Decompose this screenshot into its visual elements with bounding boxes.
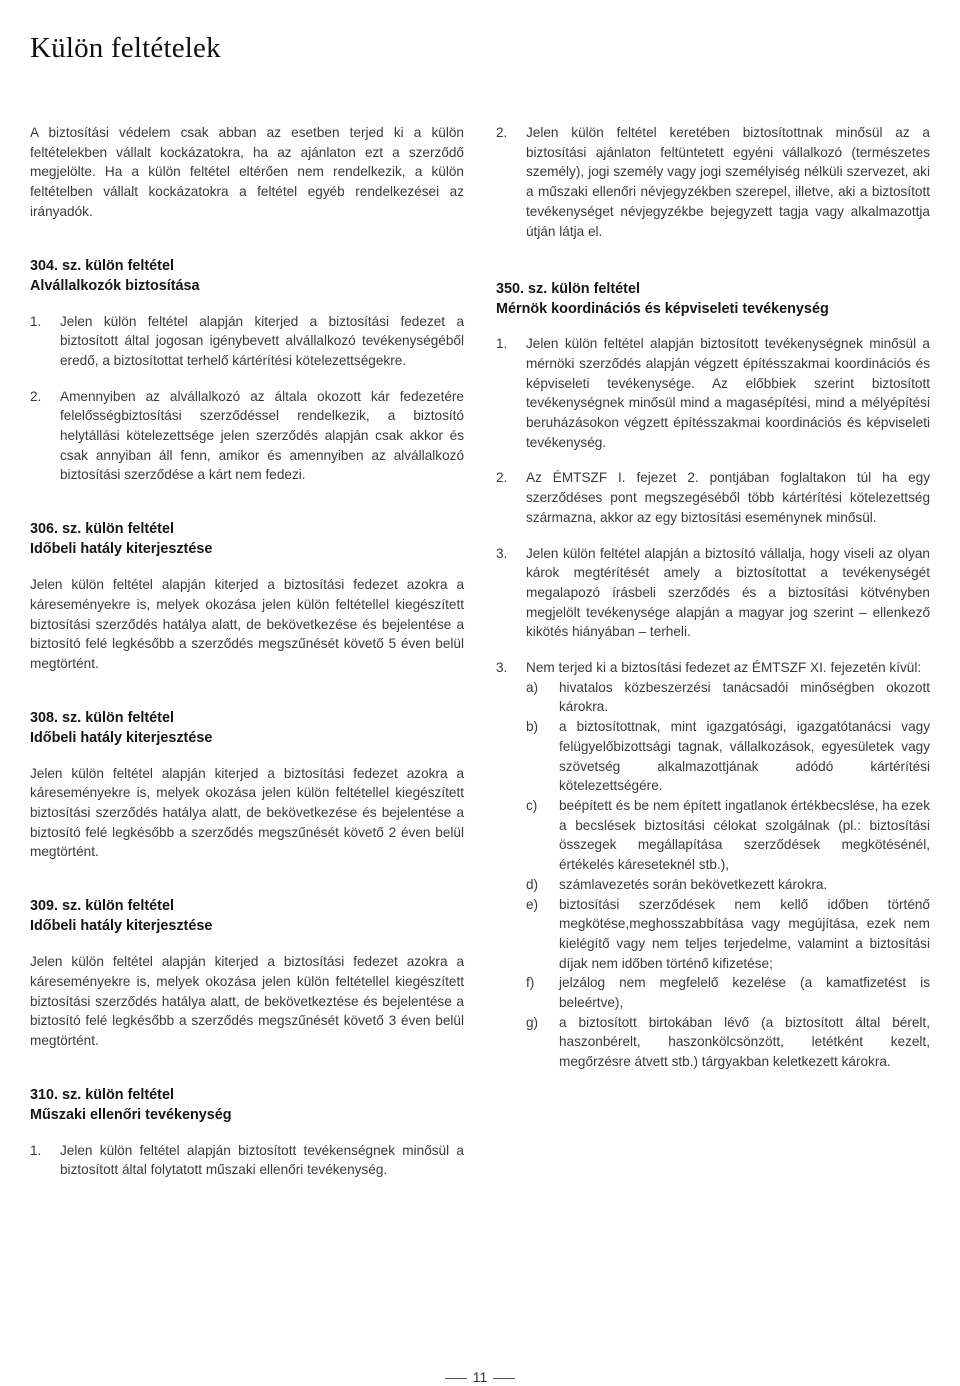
sub-list-item: d) számlavezetés során bekövetkezett károkra. bbox=[526, 876, 828, 892]
page-footer bbox=[0, 1369, 960, 1385]
sub-list bbox=[496, 678, 930, 1072]
list-item: 2. Jelen külön feltétel keretében biztosítottnak minősül az a biztosítási ajánlaton feltüntetett egyéni vállalkozó (természetes személy), jogi személy vagy jogi személyiség nélküli szervezet, aki a műszaki ellenőri névjegyzékben szerepel, illetve, aki a biztosított tevékenységet névjegyzékbe bejegyzett tagja vagy alkalmazottja útján látja el. bbox=[496, 125, 930, 239]
sub-list-item: c) beépített és be nem épített ingatlanok értékbecslése, ha ezek a becslések biztosítási célokat szolgálnak (pl.: biztosítási összegek megállapítása szerződések megkötésénél, értékelés káreseteknél stb.), bbox=[526, 797, 930, 873]
sub-list-item: g) a biztosított birtokában lévő (a biztosított által bérelt, haszonbérelt, haszonkölcsönzött, letétként kezelt, megőrzésre átvett stb.) tárgyakban keletkezett károkra. bbox=[526, 1014, 930, 1070]
section-number: 350. sz. külön feltétel bbox=[496, 281, 640, 298]
section-title: Műszaki ellenőri tevékenység bbox=[30, 1106, 232, 1123]
intro-paragraph: A biztosítási védelem csak abban az esetben terjed ki a külön feltételekben vállalt kockázatokra, ha az ajánlaton ezt a szerződő megjelölte. Ha a külön feltétel eltérően nem rendelkezik, a külön feltételben vállalt kockázatokra a feltétel egyéb rendelkezései az irányadók. bbox=[30, 125, 464, 219]
section-number: 308. sz. külön feltétel bbox=[30, 709, 174, 726]
list-item: 1. Jelen külön feltétel alapján biztosított tevékenységnek minősül a mérnöki szerződés alapján végzett építésszakmai koordinációs és képviseleti tevékenysége. Az előbbiek szerint biztosított tevékenységnek minősül mind a magasépítési, mind a mélyépítési beruházásokon végzett építésszakmai koordinációs és képviseleti tevékenység. bbox=[496, 336, 930, 450]
section-title: Mérnök koordinációs és képviseleti tevékenység bbox=[496, 301, 829, 318]
section-308 bbox=[30, 708, 464, 863]
sub-list-item: f) jelzálog nem megfelelő kezelése (a kamatfizetést is beleértve), bbox=[526, 975, 930, 1011]
list-item: 2. Az ÉMTSZF I. fejezet 2. pontjában foglaltakon túl ha egy szerződéses pont megszegéséből több kártérítési kötelezettség származna, akkor az egy biztosítási eseménynek minősül. bbox=[496, 470, 930, 525]
section-number: 309. sz. külön feltétel bbox=[30, 898, 174, 915]
sub-list-item: a) hivatalos közbeszerzési tanácsadói minőségben okozott károkra. bbox=[526, 679, 930, 715]
section-body: Jelen külön feltétel alapján kiterjed a biztosítási fedezet azokra a káreseményekre is, melyek okozása jelen külön feltétellel kiegészített biztosítási szerződés hatálya alatt, de bekövetkezése és bejelentése a biztosító felé legkésőbb a szerződés megszűnését követő 5 éven belül megtörtént. bbox=[30, 577, 464, 671]
list-item: 3. Nem terjed ki a biztosítási fedezet az ÉMTSZF XI. fejezetén kívül: bbox=[496, 660, 922, 676]
section-body: Jelen külön feltétel alapján kiterjed a biztosítási fedezet azokra a káreseményekre is, melyek okozása jelen külön feltétellel kiegészített biztosítási szerződés hatálya alatt, de bekövetkeztése és bejelentése a biztosító felé legkésőbb a szerződés megszűnését követő 3 éven belül megtörtént. bbox=[30, 954, 464, 1048]
section-body: Jelen külön feltétel alapján kiterjed a biztosítási fedezet azokra a káreseményekre is, melyek okozása jelen külön feltétellel kiegészített biztosítási szerződés hatálya alatt, de bekövetkezése és bejelentése a biztosító felé legkésőbb a szerződés megszűnését követő 2 éven belül megtörtént. bbox=[30, 765, 464, 860]
footer-dash-right bbox=[493, 1378, 515, 1379]
section-number: 310. sz. külön feltétel bbox=[30, 1086, 174, 1103]
section-title: Időbeli hatály kiterjesztése bbox=[30, 729, 213, 746]
footer-dash-left bbox=[445, 1378, 467, 1379]
list-item: 2. Amennyiben az alvállalkozó az általa okozott kár fedezetére felelősségbiztosítási szerződéssel rendelkezik, a biztosító helytállási kötelezettsége jelen szerződés alapján csak akkor és csak annyiban áll fenn, amikor és amennyiben az alvállalkozó biztosítási szerződése a kárt nem fedezi. bbox=[30, 388, 464, 483]
left-column bbox=[30, 123, 464, 1180]
sub-list-item: b) a biztosítottnak, mint igazgatósági, igazgatótanácsi vagy felügyelőbizottsági tagnak, vállalkozások, egyesületek vagy szövetség alkalmazottjának adódó kártérítési kötelezettségére. bbox=[526, 719, 930, 794]
section-title: Időbeli hatály kiterjesztése bbox=[30, 541, 213, 558]
section-309 bbox=[30, 896, 464, 1051]
right-column bbox=[496, 123, 930, 1072]
section-306 bbox=[30, 519, 464, 674]
list-item: 1. Jelen külön feltétel alapján kiterjed a biztosítási fedezet a biztosított által jogosan igénybevett alvállalkozó tevékenységéből eredő, a biztosítottat terhelő kártérítési kötelezettségekre. bbox=[30, 313, 464, 368]
section-number: 304. sz. külön feltétel bbox=[30, 257, 174, 274]
section-title: Időbeli hatály kiterjesztése bbox=[30, 918, 213, 935]
section-304 bbox=[30, 256, 464, 486]
section-title: Alvállalkozók biztosítása bbox=[30, 277, 200, 294]
list-item: 1. Jelen külön feltétel alapján biztosított tevékenségnek minősül a biztosított által folytatott műszaki ellenőri tevékenység. bbox=[30, 1142, 464, 1178]
section-number: 306. sz. külön feltétel bbox=[30, 521, 174, 538]
sub-list-item: e) biztosítási szerződések nem kellő időben történő megkötése,meghosszabbítása vagy megújítása, ezek nem kielégítő vagy nem teljes terjedelme, valamint a biztosítási díjak nem időben történő kifizetése; bbox=[526, 896, 930, 971]
page-title: Külön feltételek bbox=[30, 32, 221, 64]
page-number: 11 bbox=[472, 1369, 488, 1385]
list-item: 3. Jelen külön feltétel alapján a biztosító vállalja, hogy viseli az olyan károk megtérítését amely a biztosítottat a tevékenységét megalapozó írásbeli szerződés és a biztosítási kötvényben megjelölt tevékenysége alapján a magyar jog szerint – ellenkező kikötés hiányában – terheli. bbox=[496, 545, 930, 640]
section-350 bbox=[496, 279, 930, 1072]
section-310 bbox=[30, 1085, 464, 1180]
